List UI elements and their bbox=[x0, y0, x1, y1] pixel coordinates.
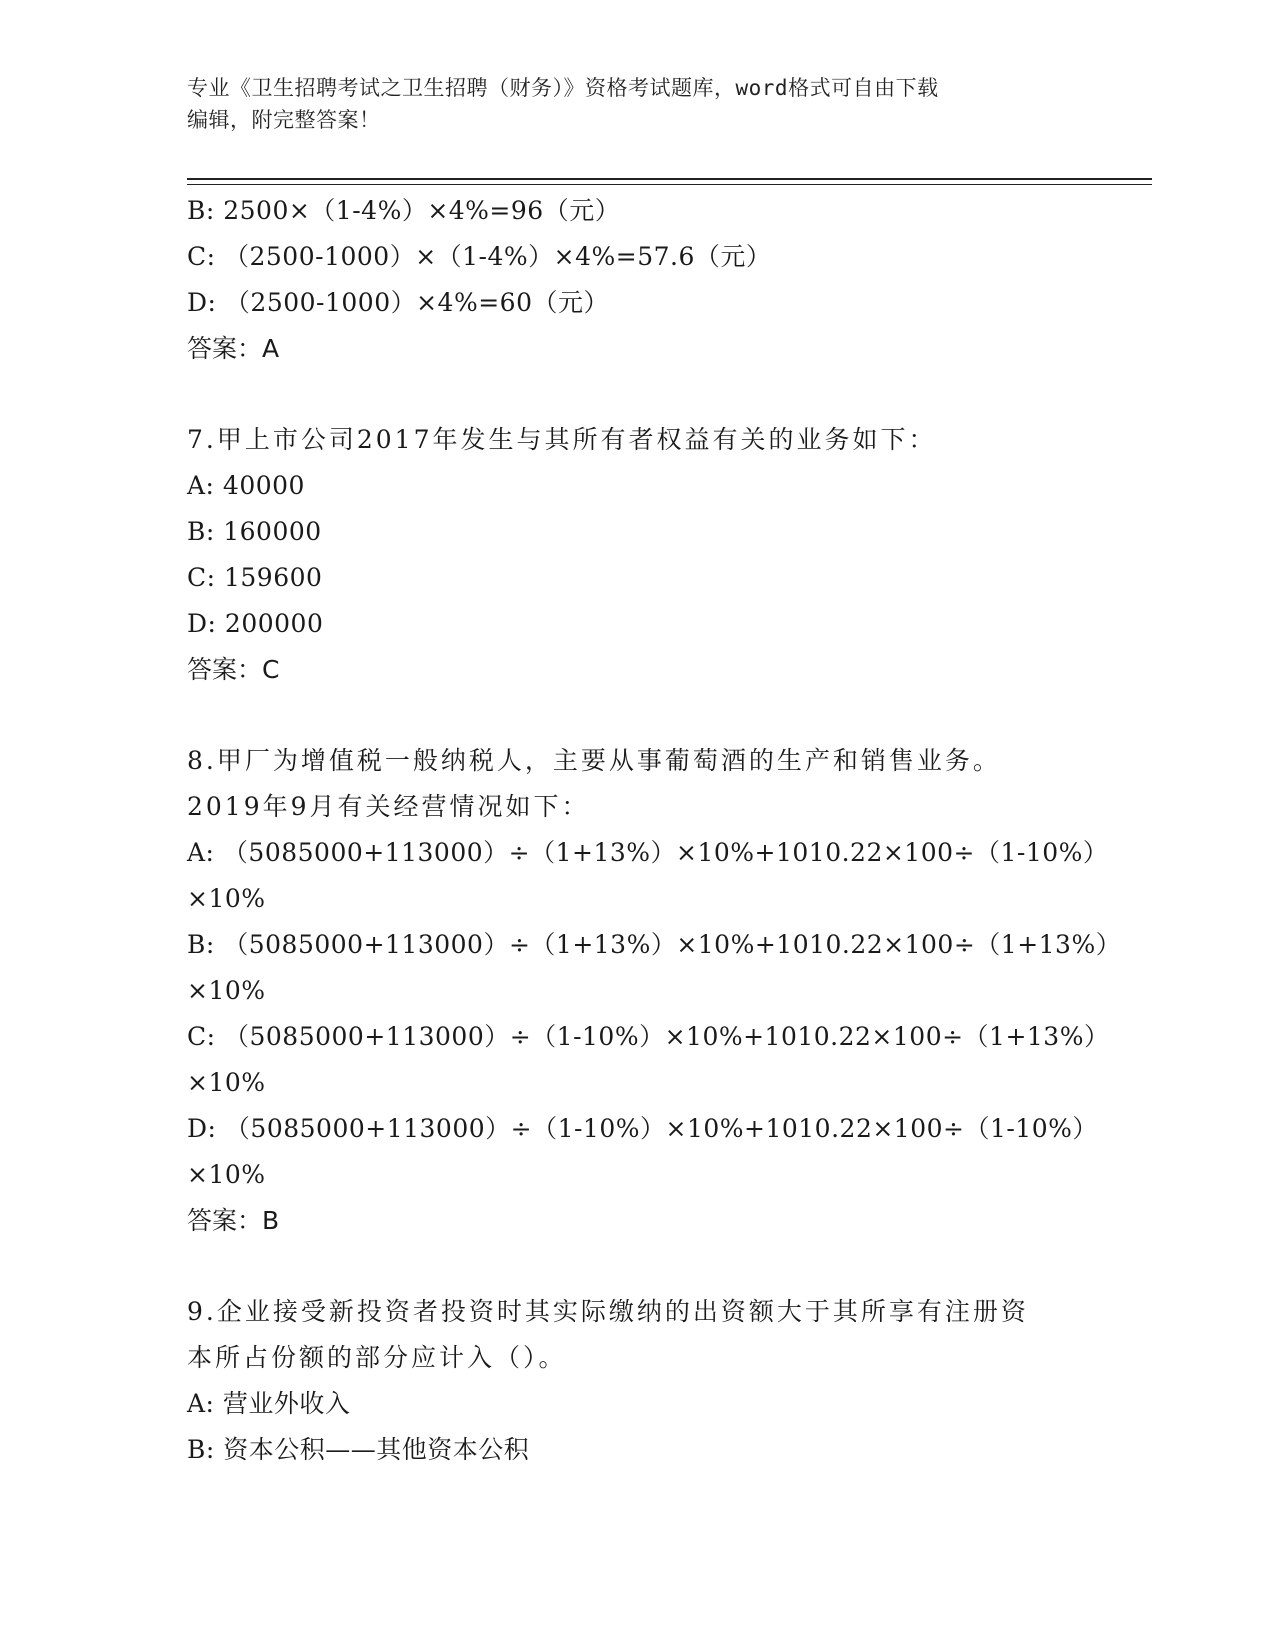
option-a: A: 40000 bbox=[187, 471, 305, 500]
option-d: D: 200000 bbox=[187, 609, 324, 638]
question-6-tail bbox=[187, 188, 1087, 372]
header-rule-thin bbox=[187, 184, 1152, 185]
option-c: C: （5085000+113000）÷（1-10%）×10%+1010.22×100÷（1+13%） bbox=[187, 1022, 1110, 1051]
option-b: B: 2500×（1-4%）×4%=96（元） bbox=[187, 196, 621, 225]
document-header bbox=[187, 72, 1087, 136]
question-content bbox=[187, 188, 1122, 1473]
option-b: B: （5085000+113000）÷（1+13%）×10%+1010.22×100÷（1+13%） bbox=[187, 930, 1122, 959]
option-b-cont: ×10% bbox=[187, 976, 266, 1005]
option-c: C: （2500-1000）×（1-4%）×4%=57.6（元） bbox=[187, 242, 772, 271]
header-rule-thick bbox=[187, 178, 1152, 180]
header-line-1: 专业《卫生招聘考试之卫生招聘（财务）》资格考试题库，word格式可自由下载 bbox=[187, 76, 939, 100]
question-stem-cont: 2019年9月有关经营情况如下： bbox=[187, 792, 590, 821]
question-8 bbox=[187, 738, 1122, 1244]
spacer bbox=[187, 693, 1087, 738]
spacer bbox=[187, 372, 1087, 417]
option-b: B: 资本公积——其他资本公积 bbox=[187, 1435, 530, 1464]
spacer bbox=[187, 1244, 1087, 1289]
header-line-2: 编辑，附完整答案！ bbox=[187, 108, 381, 132]
option-a: A: 营业外收入 bbox=[187, 1389, 351, 1418]
question-stem-cont: 本所占份额的部分应计入（）。 bbox=[187, 1343, 567, 1372]
question-stem: 9.企业接受新投资者投资时其实际缴纳的出资额大于其所享有注册资 bbox=[187, 1297, 1029, 1326]
option-a-cont: ×10% bbox=[187, 884, 266, 913]
option-a: A: （5085000+113000）÷（1+13%）×10%+1010.22×100÷（1-10%） bbox=[187, 838, 1109, 867]
option-d: D: （5085000+113000）÷（1-10%）×10%+1010.22×100÷（1-10%） bbox=[187, 1114, 1098, 1143]
question-9 bbox=[187, 1289, 1087, 1473]
option-c: C: 159600 bbox=[187, 563, 323, 592]
option-c-cont: ×10% bbox=[187, 1068, 266, 1097]
question-7 bbox=[187, 417, 1087, 693]
option-d-cont: ×10% bbox=[187, 1160, 266, 1189]
answer-line: 答案：C bbox=[187, 655, 280, 684]
question-stem: 7.甲上市公司2017年发生与其所有者权益有关的业务如下： bbox=[187, 425, 937, 454]
answer-line: 答案：A bbox=[187, 334, 280, 363]
answer-line: 答案：B bbox=[187, 1206, 280, 1235]
option-d: D: （2500-1000）×4%=60（元） bbox=[187, 288, 609, 317]
option-b: B: 160000 bbox=[187, 517, 322, 546]
question-stem: 8.甲厂为增值税一般纳税人，主要从事葡萄酒的生产和销售业务。 bbox=[187, 746, 1001, 775]
